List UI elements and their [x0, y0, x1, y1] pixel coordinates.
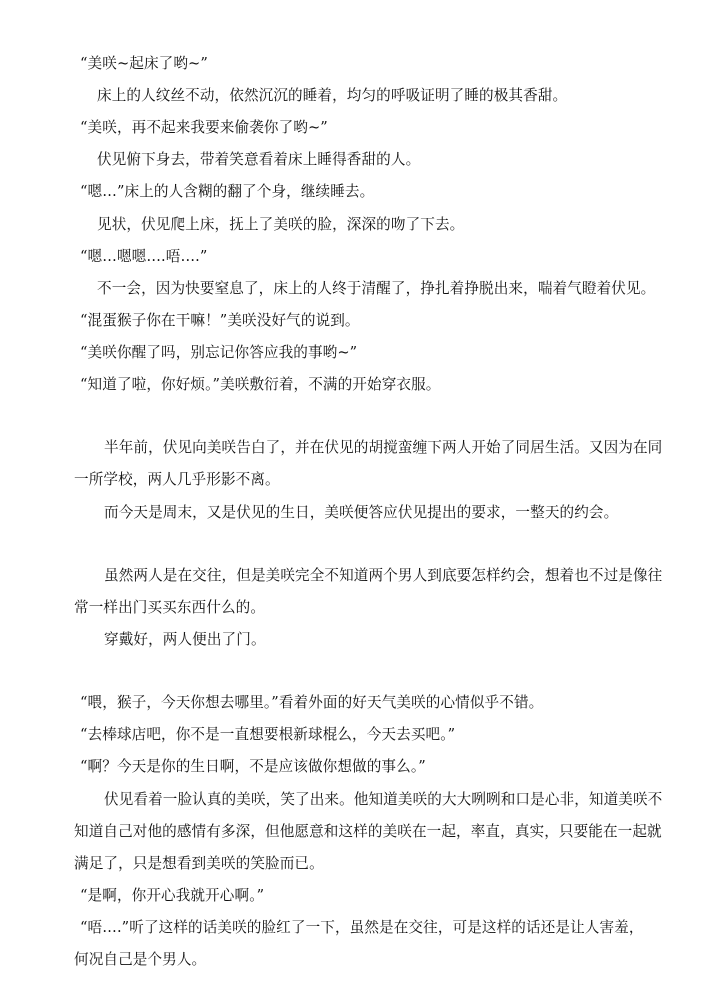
- text-line: 不一会，因为快要窒息了，床上的人终于清醒了，挣扎着挣脱出来，喘着气瞪着伏见。: [97, 279, 656, 297]
- text-line: “美咲~起床了哟~”: [80, 55, 208, 72]
- text-line: 床上的人纹丝不动，依然沉沉的睡着，均匀的呼吸证明了睡的极其香甜。: [97, 87, 568, 105]
- text-line: “混蛋猴子你在干嘛！”美咲没好气的说到。: [80, 311, 360, 329]
- text-line: 常一样出门买买东西什么的。: [74, 598, 266, 616]
- text-line: 何况自己是个男人。: [74, 951, 207, 968]
- text-line: 伏见俯下身去，带着笑意看着床上睡得香甜的人。: [97, 151, 421, 169]
- text-line: 满足了，只是想看到美咲的笑脸而已。: [74, 854, 324, 872]
- text-line: “是啊，你开心我就开心啊。”: [80, 886, 265, 904]
- text-line: 半年前，伏见向美咲告白了，并在伏见的胡搅蛮缠下两人开始了同居生活。又因为在同: [104, 439, 663, 457]
- text-line: “美咲你醒了吗，别忘记你答应我的事哟~”: [80, 343, 358, 361]
- text-line: 虽然两人是在交往，但是美咲完全不知道两个男人到底要怎样约会，想着也不过是像往: [104, 566, 663, 584]
- text-line: “去棒球店吧，你不是一直想要根新球棍么，今天去买吧。”: [80, 726, 456, 744]
- text-line: “嗯…”床上的人含糊的翻了个身，继续睡去。: [80, 183, 375, 201]
- text-line: “喂，猴子，今天你想去哪里。”看着外面的好天气美咲的心情似乎不错。: [80, 694, 544, 712]
- text-line: 穿戴好，两人便出了门。: [104, 630, 266, 648]
- text-line: 见状，伏见爬上床，抚上了美咲的脸，深深的吻了下去。: [97, 215, 465, 233]
- text-line: “美咲，再不起来我要来偷袭你了哟~”: [80, 119, 328, 137]
- text-line: 而今天是周末，又是伏见的生日，美咲便答应伏见提出的要求，一整天的约会。: [104, 503, 619, 521]
- text-line: “啊？今天是你的生日啊，不是应该做你想做的事么。”: [80, 758, 426, 776]
- text-line: “唔….”听了这样的话美咲的脸红了一下，虽然是在交往，可是这样的话还是让人害羞，: [80, 918, 644, 936]
- text-line: 一所学校，两人几乎形影不离。: [74, 471, 280, 489]
- text-line: 知道自己对他的感情有多深，但他愿意和这样的美咲在一起，率直，真实，只要能在一起就: [74, 822, 662, 840]
- text-line: “嗯…嗯嗯….唔….”: [80, 247, 208, 265]
- text-line: 伏见看着一脸认真的美咲，笑了出来。他知道美咲的大大咧咧和口是心非，知道美咲不: [104, 790, 663, 808]
- text-line: “知道了啦，你好烦。”美咲敷衍着，不满的开始穿衣服。: [80, 376, 441, 393]
